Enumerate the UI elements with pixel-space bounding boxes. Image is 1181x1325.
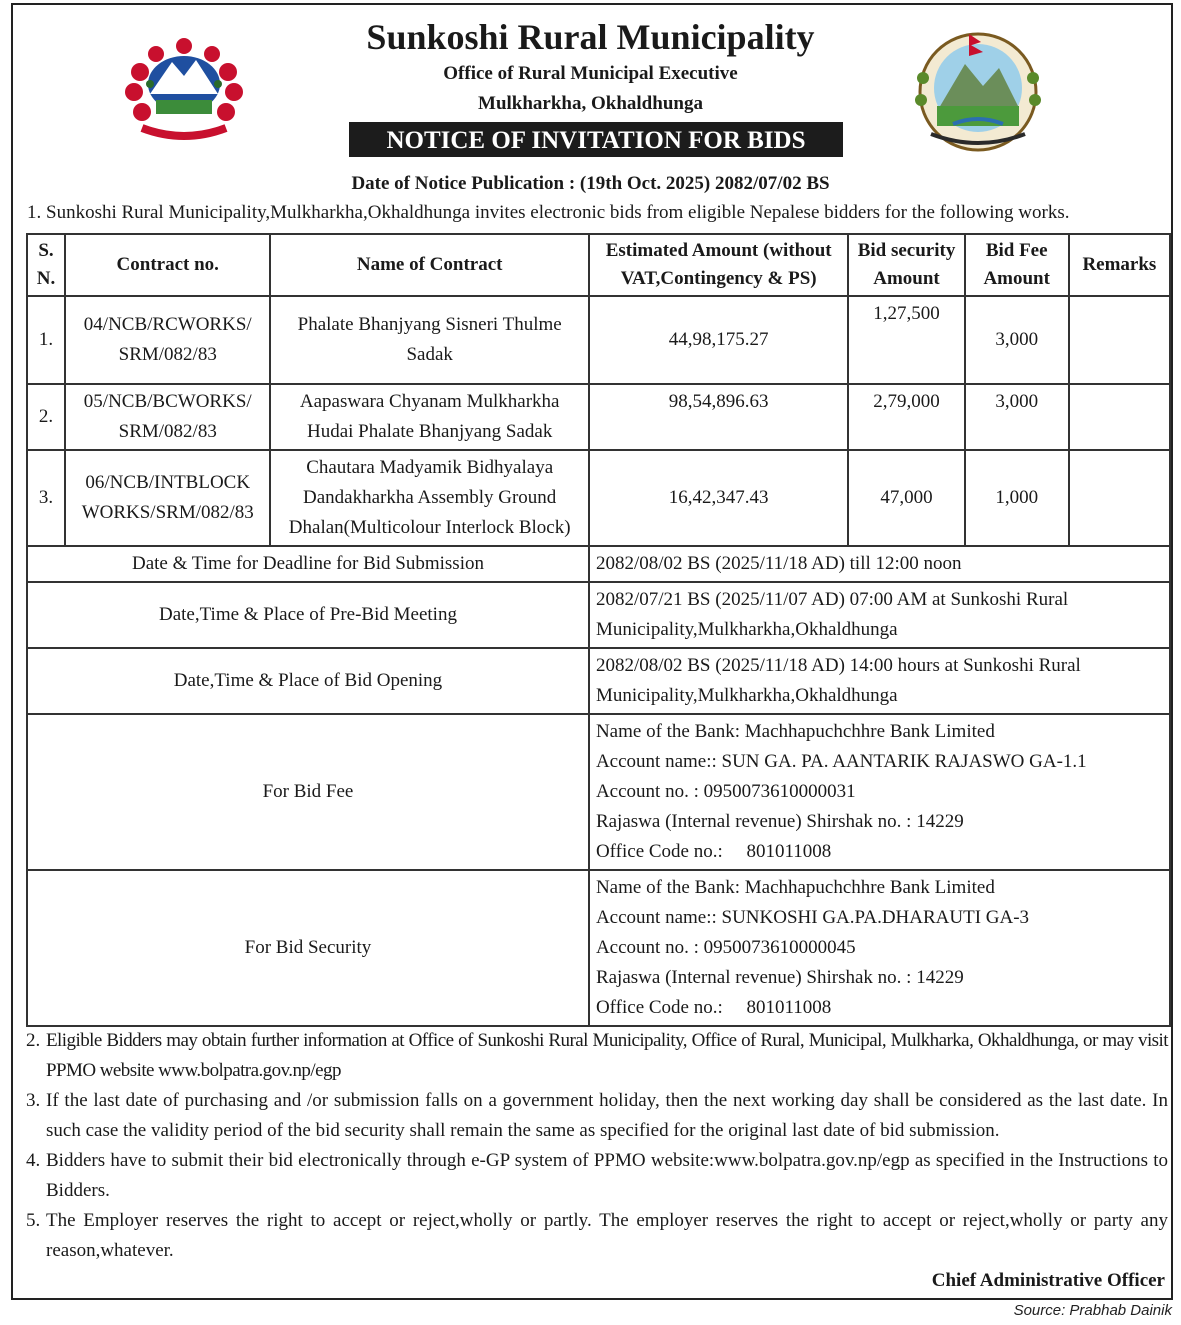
office-location: Mulkharkha, Okhaldhunga <box>478 93 703 114</box>
row-contract-no: 06/NCB/INTBLOCK WORKS/SRM/082/83 <box>65 450 270 546</box>
schedule-label: Date & Time for Deadline for Bid Submission <box>27 546 589 582</box>
row-bid-fee: 1,000 <box>965 450 1069 546</box>
row-bid-security: 1,27,500 <box>848 296 964 384</box>
schedule-row <box>27 546 1170 582</box>
schedule-value: 2082/07/21 BS (2025/11/07 AD) 07:00 AM at Sunkoshi Rural Municipality,Mulkharkha,Okhaldhunga <box>589 582 1170 648</box>
bank-name: Name of the Bank: Machhapuchchhre Bank Limited <box>595 877 995 898</box>
bid-security-label: For Bid Security <box>27 870 589 1026</box>
office-code: Office Code no.: 801011008 <box>595 841 832 862</box>
signature-title: Chief Administrative Officer <box>931 1270 1165 1291</box>
note-text: If the last date of purchasing and /or submission falls on a government holiday, then the next working day shall be considered as the last date. In such case the validity period of the bid security shall remain the same as specified for the original last date of bid submission. <box>46 1090 1168 1141</box>
schedule-row <box>27 648 1170 714</box>
row-bid-fee: 3,000 <box>965 384 1069 450</box>
col-header-contract-no: Contract no. <box>65 234 270 296</box>
account-number: Account no. : 0950073610000031 <box>595 781 856 802</box>
list-item <box>26 1146 1168 1206</box>
schedule-value: 2082/08/02 BS (2025/11/18 AD) 14:00 hours at Sunkoshi Rural Municipality,Mulkharkha,Okhaldhunga <box>589 648 1170 714</box>
office-name: Office of Rural Municipal Executive <box>443 63 738 84</box>
bid-fee-bank-details <box>589 714 1170 870</box>
list-item <box>26 1086 1168 1146</box>
intro-paragraph: 1. Sunkoshi Rural Municipality,Mulkharkha,Okhaldhunga invites electronic bids from eligible Nepalese bidders for the following works. <box>27 202 1070 223</box>
note-number: 5. <box>26 1210 41 1231</box>
row-contract-no: 04/NCB/RCWORKS/ SRM/082/83 <box>65 296 270 384</box>
row-sn: 1. <box>27 296 65 384</box>
col-header-estimate: Estimated Amount (without VAT,Contingency & PS) <box>589 234 848 296</box>
bank-row-bid-security <box>27 870 1170 1026</box>
row-estimate: 16,42,347.43 <box>589 450 848 546</box>
col-header-bid-fee: Bid Fee Amount <box>965 234 1069 296</box>
bank-row-bid-fee <box>27 714 1170 870</box>
note-text: The Employer reserves the right to accept or reject,wholly or partly. The employer reserves the right to accept or reject,wholly or party any reason,whatever. <box>46 1210 1168 1261</box>
account-name: Account name:: SUNKOSHI GA.PA.DHARAUTI GA-3 <box>595 907 1030 928</box>
table-row <box>27 384 1170 450</box>
row-sn: 2. <box>27 384 65 450</box>
row-estimate: 98,54,896.63 <box>589 384 848 450</box>
municipality-title: Sunkoshi Rural Municipality <box>366 17 815 57</box>
col-header-name: Name of Contract <box>270 234 589 296</box>
rajaswa-shirshak: Rajaswa (Internal revenue) Shirshak no. : 14229 <box>595 811 964 832</box>
note-number: 3. <box>26 1090 41 1111</box>
col-header-remarks: Remarks <box>1069 234 1170 296</box>
row-remarks <box>1069 450 1170 546</box>
bank-name: Name of the Bank: Machhapuchchhre Bank Limited <box>595 721 995 742</box>
col-header-bid-security: Bid security Amount <box>848 234 964 296</box>
notes-list <box>26 1026 1168 1266</box>
note-text: Bidders have to submit their bid electronically through e-GP system of PPMO website:www.bolpatra.gov.np/egp as specified in the Instructions to Bidders. <box>46 1150 1168 1201</box>
table-row <box>27 296 1170 384</box>
list-item <box>26 1206 1168 1266</box>
rajaswa-shirshak: Rajaswa (Internal revenue) Shirshak no. : 14229 <box>595 967 964 988</box>
row-contract-no: 05/NCB/BCWORKS/ SRM/082/83 <box>65 384 270 450</box>
note-number: 4. <box>26 1150 41 1171</box>
schedule-label: Date,Time & Place of Pre-Bid Meeting <box>27 582 589 648</box>
row-sn: 3. <box>27 450 65 546</box>
list-item <box>26 1026 1168 1086</box>
bids-table <box>26 233 1171 1027</box>
bid-fee-label: For Bid Fee <box>27 714 589 870</box>
account-number: Account no. : 0950073610000045 <box>595 937 856 958</box>
bid-security-bank-details <box>589 870 1170 1026</box>
source-credit: Source: Prabhab Dainik <box>1013 1302 1172 1319</box>
office-code: Office Code no.: 801011008 <box>595 997 832 1018</box>
table-row <box>27 450 1170 546</box>
schedule-label: Date,Time & Place of Bid Opening <box>27 648 589 714</box>
row-contract-name: Aapaswara Chyanam Mulkharkha Hudai Phalate Bhanjyang Sadak <box>270 384 589 450</box>
schedule-value: 2082/08/02 BS (2025/11/18 AD) till 12:00 noon <box>589 546 1170 582</box>
col-header-sn: S. N. <box>27 234 65 296</box>
table-header-row <box>27 234 1170 296</box>
row-bid-security: 2,79,000 <box>848 384 964 450</box>
row-remarks <box>1069 384 1170 450</box>
schedule-row <box>27 582 1170 648</box>
account-name: Account name:: SUN GA. PA. AANTARIK RAJASWO GA-1.1 <box>595 751 1087 772</box>
note-text: Eligible Bidders may obtain further information at Office of Sunkoshi Rural Municipality, Office of Rural, Municipal, Mulkharka, Okhaldhunga, or may visit PPMO website www.bolpatra.gov.np/egp <box>46 1030 1168 1081</box>
row-bid-fee: 3,000 <box>965 296 1069 384</box>
row-estimate: 44,98,175.27 <box>589 296 848 384</box>
row-contract-name: Phalate Bhanjyang Sisneri Thulme Sadak <box>270 296 589 384</box>
row-bid-security: 47,000 <box>848 450 964 546</box>
publication-date: Date of Notice Publication : (19th Oct. 2025) 2082/07/02 BS <box>351 173 830 194</box>
notice-title: NOTICE OF INVITATION FOR BIDS <box>349 122 843 157</box>
row-contract-name: Chautara Madyamik Bidhyalaya Dandakharkha Assembly Ground Dhalan(Multicolour Interlock Block) <box>270 450 589 546</box>
row-remarks <box>1069 296 1170 384</box>
note-number: 2. <box>26 1030 41 1051</box>
